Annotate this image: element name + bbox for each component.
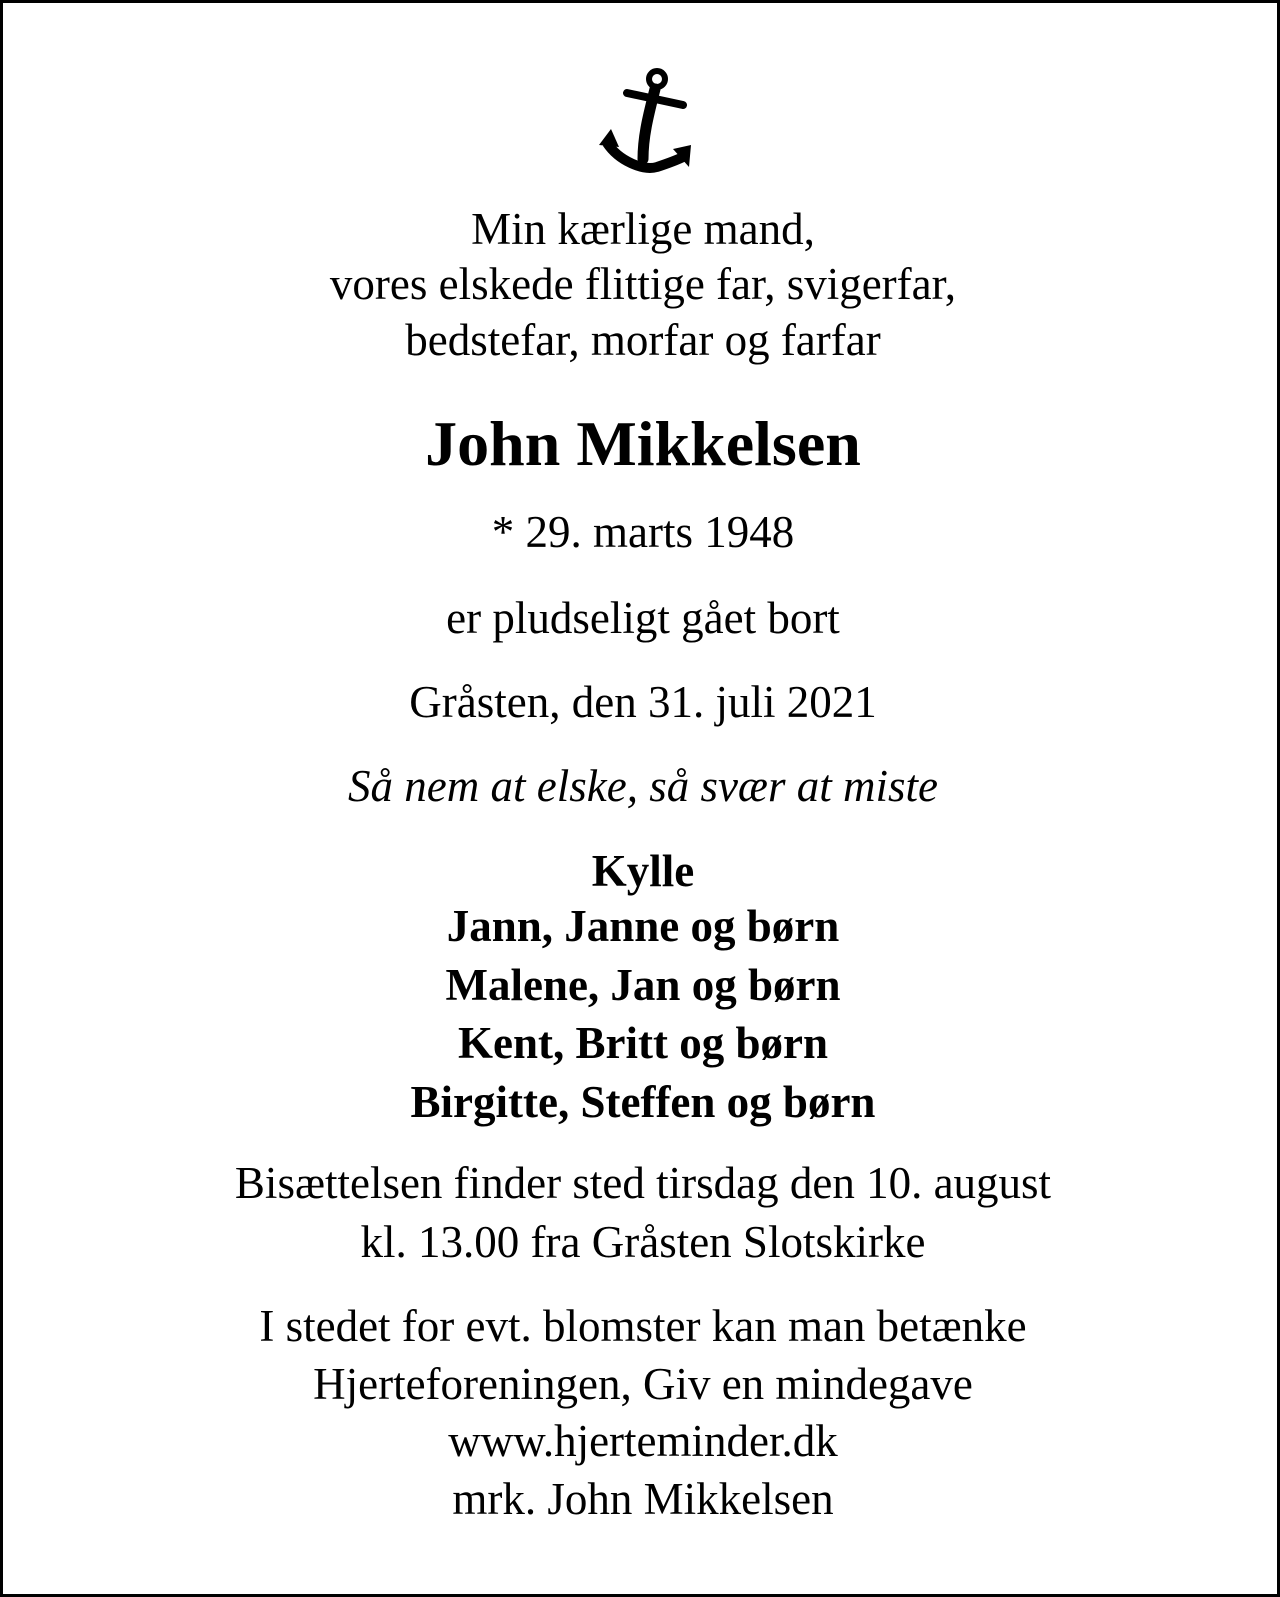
mourner: Kylle xyxy=(591,846,695,896)
mourner: Kent, Britt og børn xyxy=(458,1018,828,1068)
intro-line: Min kærlige mand, xyxy=(471,204,815,254)
intro-line: vores elskede flittige far, svigerfar, xyxy=(329,259,957,309)
funeral-info: kl. 13.00 fra Gråsten Slotskirke xyxy=(360,1217,926,1267)
anchor-icon xyxy=(597,63,693,173)
quote: Så nem at elske, så svær at miste xyxy=(348,761,938,811)
place-date: Gråsten, den 31. juli 2021 xyxy=(409,677,877,727)
passing-text: er pludseligt gået bort xyxy=(446,593,840,643)
mourner: Malene, Jan og børn xyxy=(445,960,841,1010)
donation-url: www.hjerteminder.dk xyxy=(448,1416,838,1466)
deceased-name: John Mikkelsen xyxy=(425,408,861,479)
funeral-info: Bisættelsen finder sted tirsdag den 10. august xyxy=(234,1158,1052,1208)
donation-info: I stedet for evt. blomster kan man betænke xyxy=(259,1301,1027,1351)
donation-info: mrk. John Mikkelsen xyxy=(452,1474,834,1524)
mourner: Birgitte, Steffen og børn xyxy=(410,1077,876,1127)
intro-line: bedstefar, morfar og farfar xyxy=(405,315,881,365)
donation-info: Hjerteforeningen, Giv en mindegave xyxy=(313,1359,973,1409)
birth-date: * 29. marts 1948 xyxy=(491,507,795,557)
mourner: Jann, Janne og børn xyxy=(446,901,840,951)
